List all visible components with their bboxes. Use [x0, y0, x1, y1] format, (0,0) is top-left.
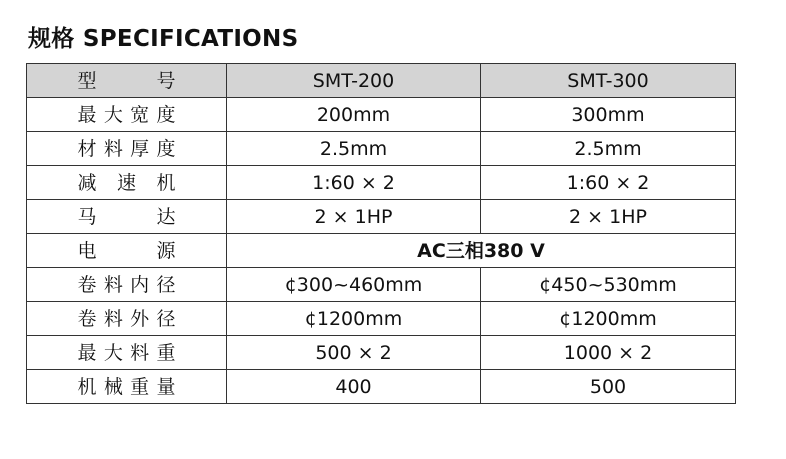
table-row: [27, 336, 736, 370]
row-value-2: ¢450~530mm: [481, 268, 736, 302]
row-value-1: 2 × 1HP: [227, 200, 481, 234]
header-label-cell: [27, 64, 227, 98]
row-value-2: 500: [481, 370, 736, 404]
row-value-2: 300mm: [481, 98, 736, 132]
row-value-1: 1:60 × 2: [227, 166, 481, 200]
row-label: 最大宽度: [77, 103, 176, 126]
row-label: 材料厚度: [77, 137, 176, 160]
table-row: [27, 166, 736, 200]
row-value-2: ¢1200mm: [481, 302, 736, 336]
row-value-1: 2.5mm: [227, 132, 481, 166]
row-label: 最大料重: [77, 341, 176, 364]
row-label-cell: [27, 166, 227, 200]
header-label: 型 号: [77, 69, 176, 92]
header-model-1: SMT-200: [227, 64, 481, 98]
row-value-1: 500 × 2: [227, 336, 481, 370]
row-label: 卷料外径: [77, 307, 176, 330]
row-label-cell: [27, 370, 227, 404]
table-row: [27, 302, 736, 336]
table-row: [27, 200, 736, 234]
header-model-2: SMT-300: [481, 64, 736, 98]
table-header-row: [27, 64, 736, 98]
row-value-2: 1000 × 2: [481, 336, 736, 370]
row-label-cell: [27, 336, 227, 370]
row-value-1: 200mm: [227, 98, 481, 132]
table-row: [27, 98, 736, 132]
page-title: 规格 SPECIFICATIONS: [28, 26, 299, 52]
row-value-1: ¢1200mm: [227, 302, 481, 336]
row-value-1: ¢300~460mm: [227, 268, 481, 302]
row-value-2: 1:60 × 2: [481, 166, 736, 200]
table-row: [27, 234, 736, 268]
table-row: [27, 370, 736, 404]
row-value-2: 2.5mm: [481, 132, 736, 166]
row-label: 机械重量: [77, 375, 176, 398]
row-label: 电 源: [77, 239, 176, 262]
row-value-2: 2 × 1HP: [481, 200, 736, 234]
row-value-1: 400: [227, 370, 481, 404]
table-row: [27, 268, 736, 302]
row-label-cell: [27, 234, 227, 268]
row-label: 卷料内径: [77, 273, 176, 296]
row-label-cell: [27, 98, 227, 132]
row-value-merged: AC三相380 V: [227, 234, 736, 268]
specifications-table: [26, 63, 736, 404]
row-label-cell: [27, 268, 227, 302]
row-label-cell: [27, 302, 227, 336]
row-label: 减 速 机: [77, 171, 176, 194]
table-row: [27, 132, 736, 166]
row-label-cell: [27, 200, 227, 234]
row-label: 马 达: [77, 205, 176, 228]
row-label-cell: [27, 132, 227, 166]
